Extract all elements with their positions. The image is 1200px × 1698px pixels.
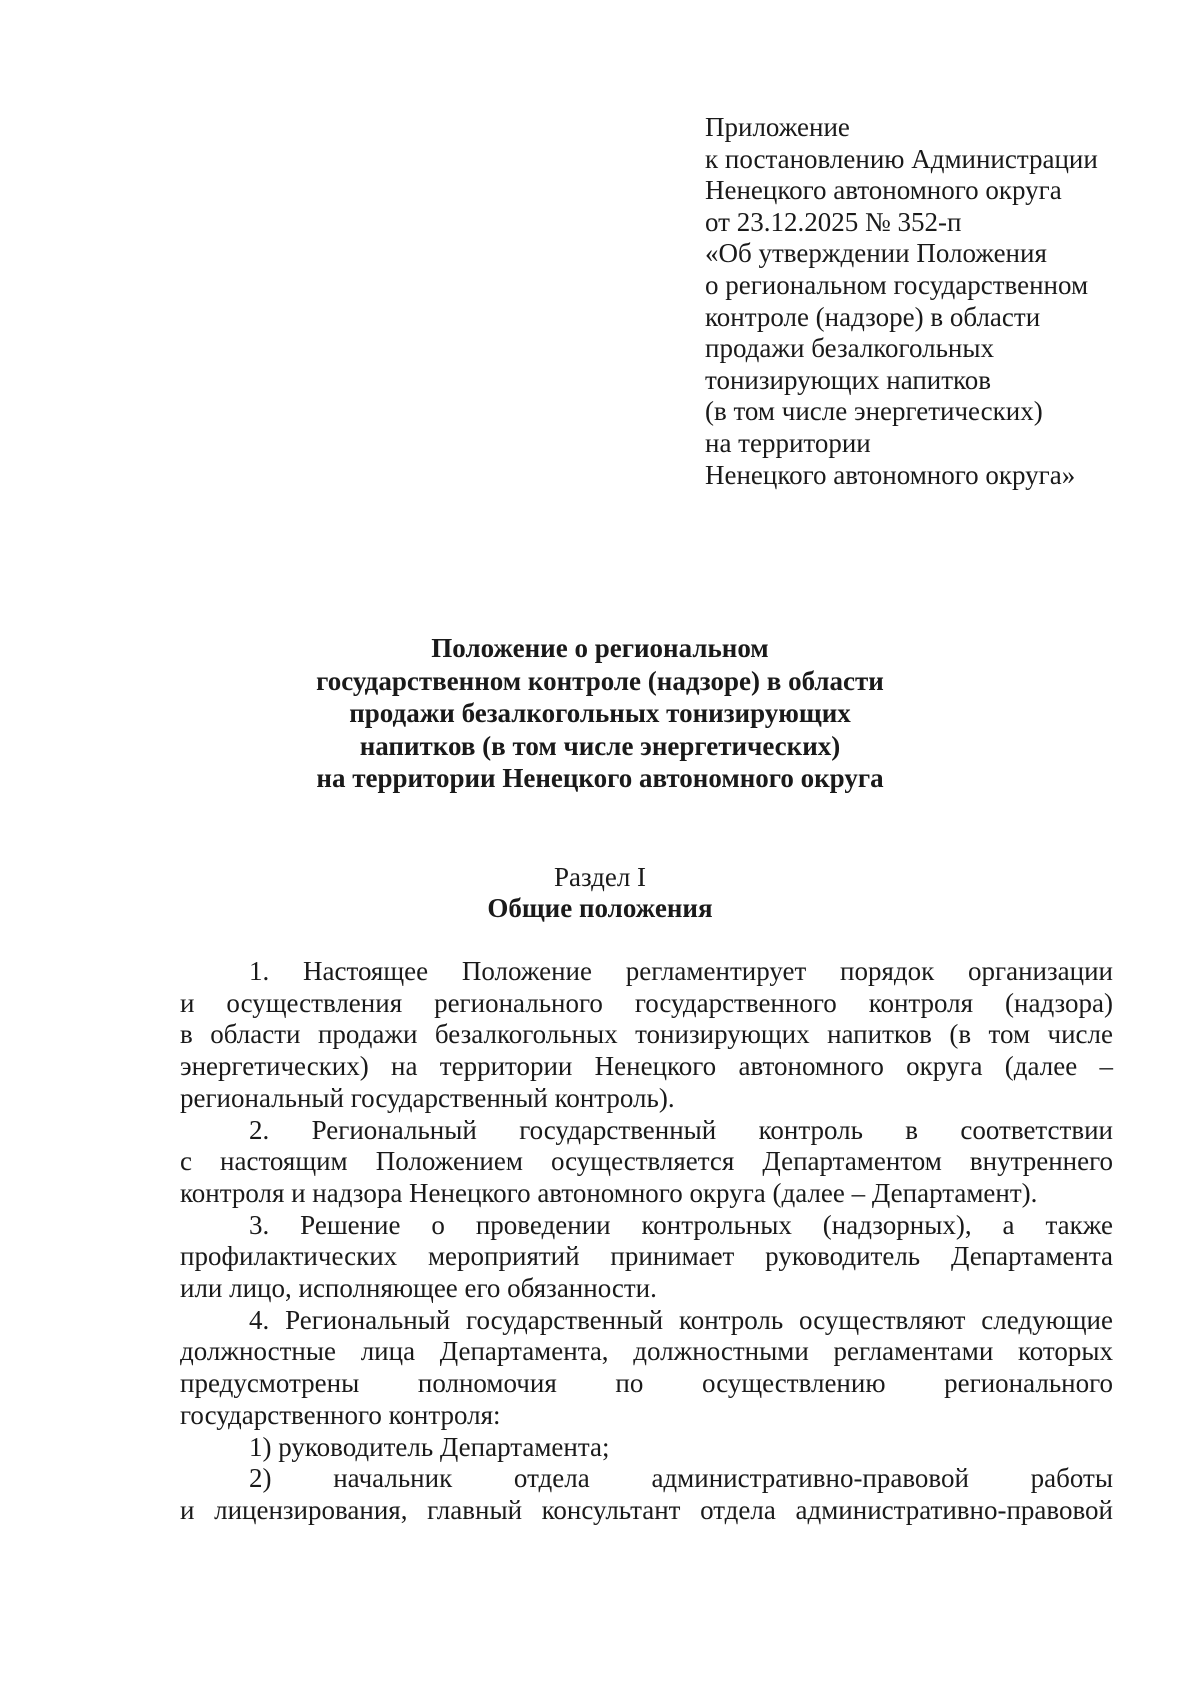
appendix-line: Ненецкого автономного округа» <box>705 459 1076 490</box>
appendix-line: контроле (надзоре) в области <box>705 301 1041 332</box>
paragraph-1 <box>180 956 1113 1115</box>
text-line: энергетических) на территории Ненецкого автономного округа (далее – <box>180 1051 1113 1082</box>
appendix-line: тонизирующих напитков <box>705 364 992 395</box>
text-line: или лицо, исполняющее его обязанности. <box>180 1273 657 1304</box>
appendix-line: к постановлению Администрации <box>705 143 1098 174</box>
appendix-line: на территории <box>705 427 871 458</box>
paragraph-4 <box>180 1305 1113 1432</box>
list-item-1 <box>180 1432 1113 1464</box>
appendix-line: о региональном государственном <box>705 269 1089 300</box>
paragraph-2 <box>180 1115 1113 1210</box>
appendix-line: (в том числе энергетических) <box>705 396 1043 427</box>
text-line: в области продажи безалкогольных тонизирующих напитков (в том числе <box>180 1019 1113 1050</box>
section-label: Раздел I <box>553 862 647 892</box>
title-line: продажи безалкогольных тонизирующих <box>349 698 851 728</box>
text-line: профилактических мероприятий принимает руководитель Департамента <box>180 1241 1113 1272</box>
title-line: на территории Ненецкого автономного округа <box>316 763 884 793</box>
paragraph-3 <box>180 1210 1113 1305</box>
appendix-line: от 23.12.2025 № 352-п <box>705 206 962 237</box>
text-line: должностные лица Департамента, должностными регламентами которых <box>180 1336 1113 1367</box>
document-body <box>180 956 1113 1527</box>
text-line: 1) руководитель Департамента; <box>249 1431 610 1462</box>
appendix-line: Ненецкого автономного округа <box>705 175 1062 206</box>
text-line: 4. Региональный государственный контроль осуществляют следующие <box>249 1304 1113 1335</box>
list-item-2 <box>180 1463 1113 1526</box>
text-line: с настоящим Положением осуществляется Департаментом внутреннего <box>180 1146 1113 1177</box>
text-line: региональный государственный контроль). <box>180 1082 675 1113</box>
appendix-line: продажи безалкогольных <box>705 333 994 364</box>
title-line: Положение о региональном <box>431 633 769 663</box>
text-line: 1. Настоящее Положение регламентирует порядок организации <box>249 956 1113 986</box>
text-line: и лицензирования, главный консультант отдела административно-правовой <box>180 1494 1113 1525</box>
appendix-header <box>705 112 1145 491</box>
text-line: 2. Региональный государственный контроль в соответствии <box>249 1114 1113 1145</box>
appendix-line: Приложение <box>705 112 850 142</box>
title-line: государственном контроле (надзоре) в области <box>316 665 884 696</box>
document-title <box>0 632 1200 795</box>
text-line: государственного контроля: <box>180 1399 501 1430</box>
text-line: 2) начальник отдела административно-правовой работы <box>249 1463 1113 1494</box>
section-title: Общие положения <box>487 893 713 923</box>
text-line: контроля и надзора Ненецкого автономного округа (далее – Департамент). <box>180 1177 1038 1208</box>
text-line: и осуществления регионального государственного контроля (надзора) <box>180 987 1113 1018</box>
text-line: предусмотрены полномочия по осуществлению регионального <box>180 1368 1113 1399</box>
appendix-line: «Об утверждении Положения <box>705 238 1047 269</box>
title-line: напитков (в том числе энергетических) <box>359 730 841 761</box>
text-line: 3. Решение о проведении контрольных (надзорных), а также <box>249 1209 1113 1240</box>
